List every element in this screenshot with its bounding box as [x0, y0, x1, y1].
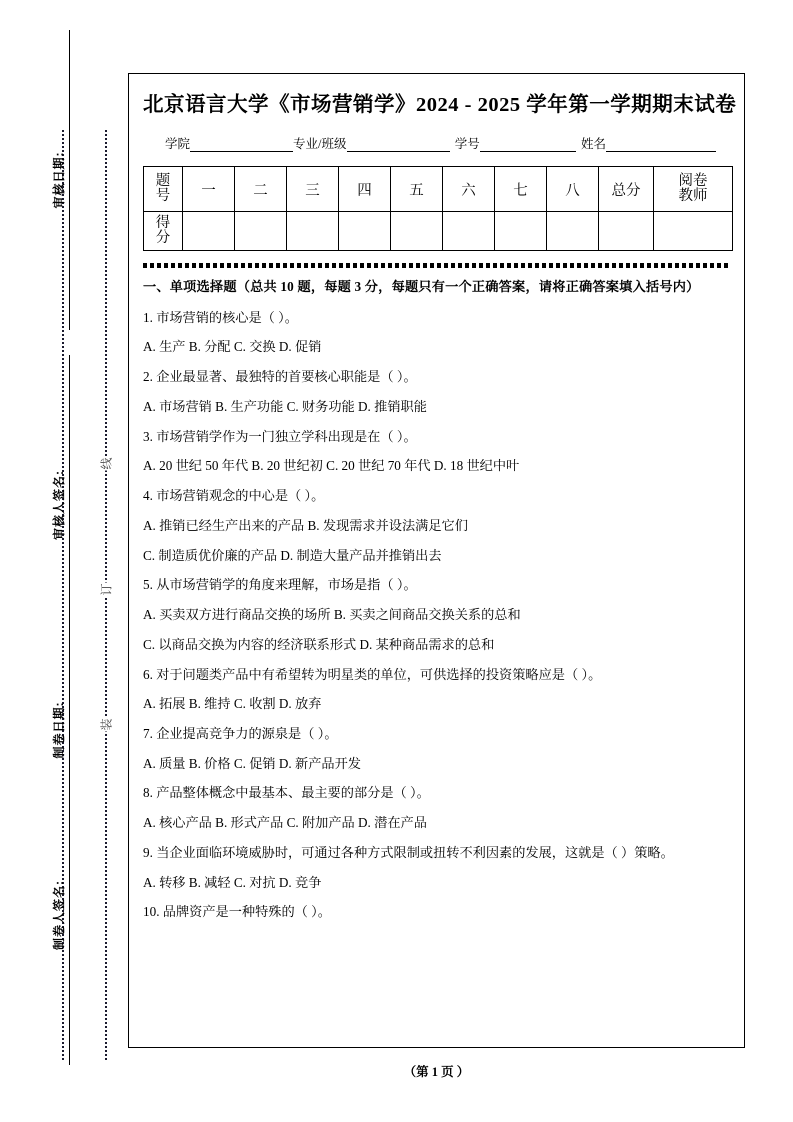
question-options-5-ab: A. 买卖双方进行商品交换的场所 B. 买卖之间商品交换关系的总和 — [143, 607, 521, 623]
question-options-4-cd: C. 制造质优价廉的产品 D. 制造大量产品并推销出去 — [143, 547, 442, 563]
question-stem-1: 1. 市场营销的核心是（ ）。 — [143, 309, 298, 325]
score-table-grader-label — [654, 167, 733, 212]
score-table-question-6: 六 — [443, 167, 495, 212]
score-table-body — [144, 167, 733, 251]
score-table-row-label-score — [144, 212, 183, 251]
score-cell-6[interactable] — [443, 212, 495, 251]
question-options-4-ab: A. 推销已经生产出来的产品 B. 发现需求并设法满足它们 — [143, 517, 468, 533]
margin-label-maker-signature: 制卷人签名: — [50, 765, 70, 1065]
score-table-total-label: 总分 — [599, 167, 654, 212]
identity-field-student-id — [455, 134, 576, 152]
page-title: 北京语言大学《市场营销学》2024 - 2025 学年第一学期期末试卷 — [143, 94, 737, 116]
question-stem-9: 9. 当企业面临环境威胁时，可通过各种方式限制或扭转不利因素的发展，这就是（ ）策略。 — [143, 844, 674, 860]
score-table-question-5: 五 — [391, 167, 443, 212]
score-cell-1[interactable] — [183, 212, 235, 251]
seal-char-xian: 线 — [95, 457, 118, 471]
question-options-2: A. 市场营销 B. 生产功能 C. 财务功能 D. 推销职能 — [143, 398, 427, 414]
margin-label-reviewer-signature: 审核人签名: — [50, 355, 70, 655]
identity-label-student-name: 姓名 — [580, 137, 606, 151]
grader-label-line1: 阅卷 — [678, 172, 708, 189]
question-stem-2: 2. 企业最显著、最独特的首要核心职能是（ ）。 — [143, 369, 417, 385]
question-stem-8: 8. 产品整体概念中最基本、最主要的部分是（ ）。 — [143, 785, 430, 801]
exam-paper-frame — [128, 73, 745, 1048]
question-body — [143, 278, 730, 922]
identity-label-major-class: 专业/班级 — [293, 137, 347, 151]
score-cell-2[interactable] — [235, 212, 287, 251]
question-options-1: A. 生产 B. 分配 C. 交换 D. 促销 — [143, 339, 322, 355]
student-id-input-blank[interactable] — [480, 138, 576, 152]
question-stem-6: 6. 对于问题类产品中有希望转为明星类的单位，可供选择的投资策略应是（ ）。 — [143, 666, 602, 682]
score-table-header-row — [144, 167, 733, 212]
grader-label-line2: 教师 — [678, 188, 708, 204]
section-separator-dotted-line — [143, 263, 730, 268]
identity-field-student-name — [581, 134, 716, 152]
score-cell-8[interactable] — [547, 212, 599, 251]
page-footer: （第 1 页 ） — [403, 1065, 470, 1079]
score-table-question-2: 二 — [235, 167, 287, 212]
identity-label-student-id: 学号 — [454, 137, 480, 151]
score-cell-grader[interactable] — [654, 212, 733, 251]
margin-label-review-date: 审核日期: — [50, 30, 70, 330]
score-table-score-row — [144, 212, 733, 251]
identity-fields-row — [143, 134, 730, 152]
row-label-line1: 题 — [155, 172, 171, 189]
score-cell-total[interactable] — [599, 212, 654, 251]
question-options-9: A. 转移 B. 减轻 C. 对抗 D. 竞争 — [143, 874, 322, 890]
score-table — [143, 166, 733, 251]
question-options-7: A. 质量 B. 价格 C. 促销 D. 新产品开发 — [143, 755, 361, 771]
identity-field-college — [165, 134, 293, 152]
identity-field-major-class — [293, 134, 449, 152]
score-table-row-label-questions — [144, 167, 183, 212]
margin-label-make-date: 制卷日期: — [50, 580, 70, 880]
question-stem-4: 4. 市场营销观念的中心是（ ）。 — [143, 488, 325, 504]
row-label-line2: 号 — [155, 188, 171, 204]
score-table-question-7: 七 — [495, 167, 547, 212]
seal-char-ding: 订 — [95, 583, 118, 597]
student-name-input-blank[interactable] — [606, 138, 716, 152]
identity-label-college: 学院 — [165, 137, 191, 151]
question-stem-10: 10. 品牌资产是一种特殊的（ ）。 — [143, 904, 331, 920]
question-options-8: A. 核心产品 B. 形式产品 C. 附加产品 D. 潜在产品 — [143, 815, 427, 831]
score-cell-4[interactable] — [339, 212, 391, 251]
question-options-6: A. 拓展 B. 维持 C. 收割 D. 放弃 — [143, 696, 322, 712]
score-cell-3[interactable] — [287, 212, 339, 251]
question-options-3: A. 20 世纪 50 年代 B. 20 世纪初 C. 20 世纪 70 年代 D. 18 世纪中叶 — [143, 458, 520, 474]
question-options-5-cd: C. 以商品交换为内容的经济联系形式 D. 某种商品需求的总和 — [143, 636, 495, 652]
score-cell-5[interactable] — [391, 212, 443, 251]
score-label-line1: 得 — [155, 214, 171, 231]
section-heading: 一、单项选择题（总共 10 题，每题 3 分，每题只有一个正确答案，请将正确答案填入括号内） — [143, 279, 700, 294]
score-label-line2: 分 — [155, 230, 171, 246]
major-class-input-blank[interactable] — [347, 138, 450, 152]
question-stem-3: 3. 市场营销学作为一门独立学科出现是在（ ）。 — [143, 428, 417, 444]
score-table-question-8: 八 — [547, 167, 599, 212]
college-input-blank[interactable] — [190, 138, 293, 152]
question-stem-7: 7. 企业提高竞争力的源泉是（ ）。 — [143, 726, 338, 742]
score-table-question-3: 三 — [287, 167, 339, 212]
question-stem-5: 5. 从市场营销学的角度来理解，市场是指（ ）。 — [143, 577, 417, 593]
score-cell-7[interactable] — [495, 212, 547, 251]
score-table-question-4: 四 — [339, 167, 391, 212]
binding-margin — [0, 0, 128, 1122]
score-table-question-1: 一 — [183, 167, 235, 212]
seal-char-zhuang: 装 — [95, 718, 118, 732]
